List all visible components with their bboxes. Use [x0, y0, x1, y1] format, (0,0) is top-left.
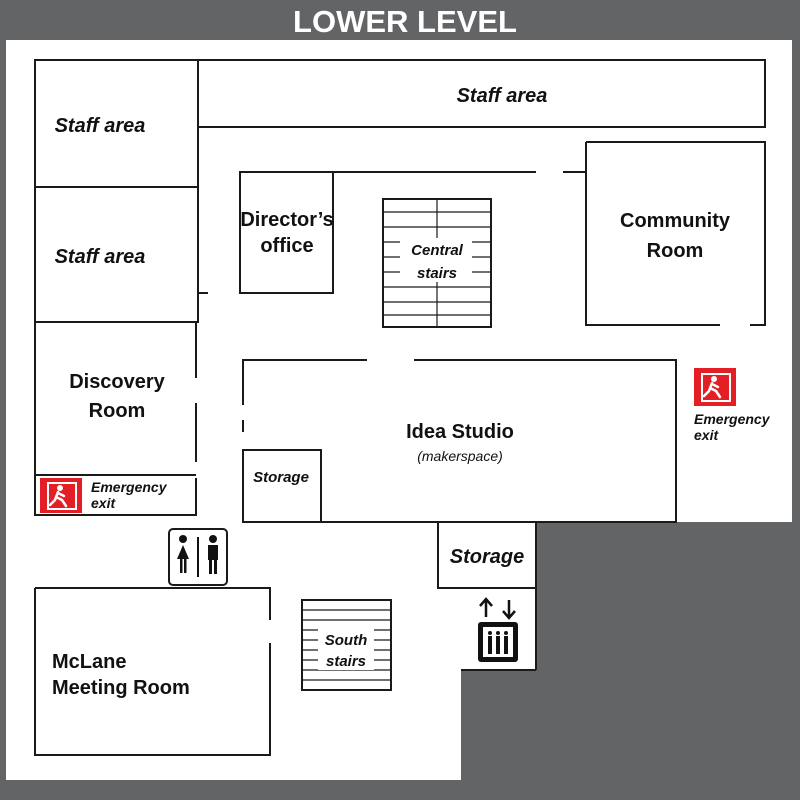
- room-community-room[interactable]: [586, 142, 765, 325]
- emergency-exit-icon-right: [694, 368, 736, 406]
- label-idea-studio: Idea Studio: [406, 421, 514, 443]
- label-emergency-exit-left-1: Emergency: [91, 479, 167, 495]
- label-directors-office-1: Director’s: [240, 209, 334, 231]
- label-community-room-1: Community: [620, 210, 730, 232]
- label-emergency-exit-left-2: exit: [91, 495, 116, 511]
- page-title: LOWER LEVEL: [293, 4, 517, 39]
- label-discovery-room-2: Room: [88, 400, 146, 422]
- label-central-stairs-1: Central: [411, 242, 463, 259]
- label-emergency-exit-right-2: exit: [694, 427, 719, 443]
- label-mclane-meeting-room-2: Meeting Room: [52, 677, 190, 699]
- label-directors-office-2: office: [260, 235, 314, 257]
- label-community-room-2: Room: [646, 240, 704, 262]
- elevator-icon: [478, 599, 518, 662]
- label-storage-2: Storage: [449, 546, 525, 568]
- frame-left: [0, 0, 6, 800]
- room-directors-office[interactable]: [240, 172, 333, 293]
- label-idea-studio-sub: (makerspace): [417, 448, 503, 464]
- label-mclane-meeting-room-1: McLane: [52, 651, 127, 673]
- label-central-stairs-2: stairs: [416, 265, 458, 282]
- restroom-icon: [169, 529, 227, 585]
- label-staff-area-left-2: Staff area: [54, 246, 146, 268]
- label-south-stairs-2: stairs: [325, 653, 367, 670]
- central-stairs: [383, 199, 491, 327]
- label-emergency-exit-right-1: Emergency: [694, 411, 770, 427]
- label-south-stairs-1: South: [324, 632, 368, 649]
- emergency-exit-icon-left: [40, 478, 82, 513]
- room-storage-1[interactable]: [243, 450, 321, 522]
- label-discovery-room-1: Discovery: [69, 371, 165, 393]
- label-staff-area-top: Staff area: [456, 85, 548, 107]
- label-staff-area-left-1: Staff area: [54, 115, 146, 137]
- label-storage-1: Storage: [253, 469, 309, 486]
